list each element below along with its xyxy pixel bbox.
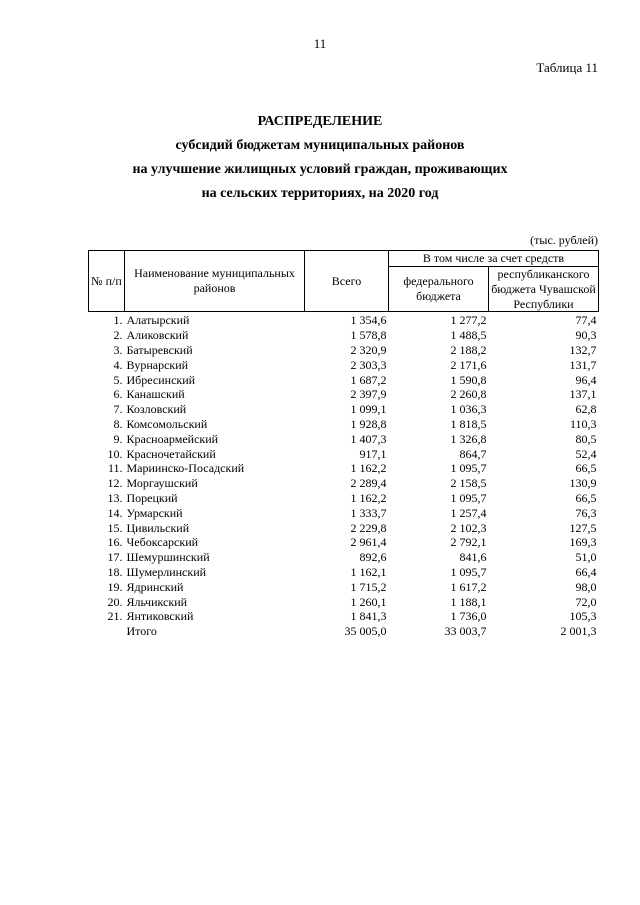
republic-amount: 66,4 [575,564,597,579]
federal-amount: 1 257,4 [450,505,487,520]
republic-amount: 132,7 [569,342,597,357]
district-name: Цивильский [126,520,190,535]
federal-amount: 1 617,2 [450,579,487,594]
district-name: Аликовский [126,328,189,343]
federal-amount: 1 590,8 [450,372,487,387]
district-name: Шумерлинский [126,564,207,579]
total-amount: 35 005,0 [344,624,387,639]
units-note: (тыс. рублей) [530,233,598,247]
total-amount: 2 320,9 [350,342,387,357]
row-number: 12. [107,476,123,491]
total-amount: 1 928,8 [350,416,387,431]
district-name: Вурнарский [126,357,189,372]
republic-amount: 62,8 [575,402,597,417]
republic-amount: 2 001,3 [560,624,597,639]
row-number: 13. [107,490,123,505]
row-number: 18. [107,564,123,579]
total-amount: 2 289,4 [350,476,387,491]
row-number: 21. [107,609,123,624]
row-number: 3. [113,342,123,357]
district-name: Красноармейский [126,431,219,446]
district-name: Янтиковский [126,609,194,624]
federal-amount: 1 036,3 [450,402,487,417]
district-name: Чебоксарский [126,535,199,550]
total-amount: 1 578,8 [350,328,387,343]
distribution-table [88,250,599,639]
district-name: Батыревский [126,342,193,357]
republic-amount: 105,3 [569,609,597,624]
republic-amount: 52,4 [575,446,597,461]
republic-amount: 169,3 [569,535,597,550]
total-amount: 1 715,2 [350,579,387,594]
federal-amount: 1 488,5 [450,328,487,343]
total-amount: 2 397,9 [350,387,387,402]
table-row [89,506,599,521]
district-name: Алатырский [126,313,190,328]
district-name: Ядринский [126,579,184,594]
republic-amount: 130,9 [569,476,597,491]
total-amount: 1 333,7 [350,505,387,520]
total-amount: 2 229,8 [350,520,387,535]
district-name: Красночетайский [126,446,216,461]
table-row [89,417,599,432]
district-name: Яльчикский [126,594,188,609]
table-row [89,328,599,343]
row-number: 1. [113,313,123,328]
district-name: Мариинско-Посадский [126,461,245,476]
federal-amount: 1 326,8 [450,431,487,446]
title-line-3: на улучшение жилищных условий граждан, проживающих [132,162,508,177]
total-amount: 1 162,2 [350,490,387,505]
federal-amount: 2 792,1 [450,535,487,550]
row-number: 14. [107,505,123,520]
header-total: Всего [305,251,389,312]
row-number: 17. [107,550,123,565]
row-number: 9. [113,431,123,446]
row-number: 20. [107,594,123,609]
table-row [89,312,599,328]
table-row [89,343,599,358]
republic-amount: 110,3 [569,416,597,431]
table-row [89,447,599,462]
republic-amount: 137,1 [569,387,597,402]
federal-amount: 1 277,2 [450,313,487,328]
district-name: Комсомольский [126,416,208,431]
total-amount: 1 162,1 [350,564,387,579]
republic-amount: 98,0 [575,579,597,594]
district-name: Канашский [126,387,185,402]
row-number: 11. [107,461,123,476]
federal-amount: 1 736,0 [450,609,487,624]
republic-amount: 131,7 [569,357,597,372]
header-name: Наименование муниципальных районов [125,251,305,312]
header-federal: федерального бюджета [389,267,489,312]
page-number: 11 [313,36,327,51]
table-row [89,565,599,580]
header-including: В том числе за счет средств [389,251,599,267]
total-amount: 1 162,2 [350,461,387,476]
table-row [89,550,599,565]
federal-amount: 1 095,7 [450,461,487,476]
table-row [89,609,599,624]
federal-amount: 2 171,6 [450,357,487,372]
federal-amount: 2 260,8 [450,387,487,402]
header-republic: республиканского бюджета Чувашской Республики [489,267,599,312]
republic-amount: 51,0 [575,550,597,565]
total-amount: 892,6 [359,550,387,565]
title-line-2: субсидий бюджетам муниципальных районов [175,138,465,153]
federal-amount: 2 102,3 [450,520,487,535]
republic-amount: 76,3 [575,505,597,520]
district-name: Шемуршинский [126,550,210,565]
row-number: 19. [107,579,123,594]
total-amount: 1 687,2 [350,372,387,387]
table-row [89,387,599,402]
federal-amount: 1 095,7 [450,564,487,579]
row-number: 6. [113,387,123,402]
row-number [89,624,125,639]
total-amount: 1 099,1 [350,402,387,417]
header-num: № п/п [89,251,125,312]
table-row [89,476,599,491]
table-label: Таблица 11 [536,60,598,75]
federal-amount: 2 158,5 [450,476,487,491]
table-row [89,491,599,506]
republic-amount: 127,5 [569,520,597,535]
title-line-4: на сельских территориях, на 2020 год [201,186,439,201]
federal-amount: 841,6 [459,550,487,565]
table-row [89,461,599,476]
table-total-row [89,624,599,639]
republic-amount: 66,5 [575,490,597,505]
district-name: Итого [126,624,157,639]
row-number: 5. [113,372,123,387]
republic-amount: 77,4 [575,313,597,328]
total-amount: 1 841,3 [350,609,387,624]
table-row [89,373,599,388]
table-row [89,402,599,417]
republic-amount: 66,5 [575,461,597,476]
district-name: Козловский [126,402,187,417]
total-amount: 2 961,4 [350,535,387,550]
federal-amount: 1 818,5 [450,416,487,431]
republic-amount: 96,4 [575,372,597,387]
federal-amount: 33 003,7 [444,624,487,639]
federal-amount: 1 188,1 [450,594,487,609]
table-row [89,595,599,610]
table-row [89,432,599,447]
federal-amount: 1 095,7 [450,490,487,505]
total-amount: 1 354,6 [350,313,387,328]
total-amount: 1 407,3 [350,431,387,446]
republic-amount: 80,5 [575,431,597,446]
row-number: 7. [113,402,123,417]
row-number: 15. [107,520,123,535]
table-row [89,535,599,550]
row-number: 2. [113,328,123,343]
table-body [89,312,599,639]
table-row [89,358,599,373]
republic-amount: 90,3 [575,328,597,343]
document-title [0,110,640,206]
total-amount: 2 303,3 [350,357,387,372]
republic-amount: 72,0 [575,594,597,609]
table-row [89,580,599,595]
district-name: Ибресинский [126,372,196,387]
row-number: 4. [113,357,123,372]
table-row [89,521,599,536]
district-name: Урмарский [126,505,183,520]
federal-amount: 864,7 [459,446,487,461]
total-amount: 917,1 [359,446,387,461]
row-number: 16. [107,535,123,550]
federal-amount: 2 188,2 [450,342,487,357]
district-name: Моргаушский [126,476,198,491]
total-amount: 1 260,1 [350,594,387,609]
row-number: 8. [113,416,123,431]
title-line-1: РАСПРЕДЕЛЕНИЕ [257,114,383,129]
district-name: Порецкий [126,490,178,505]
row-number: 10. [107,446,123,461]
